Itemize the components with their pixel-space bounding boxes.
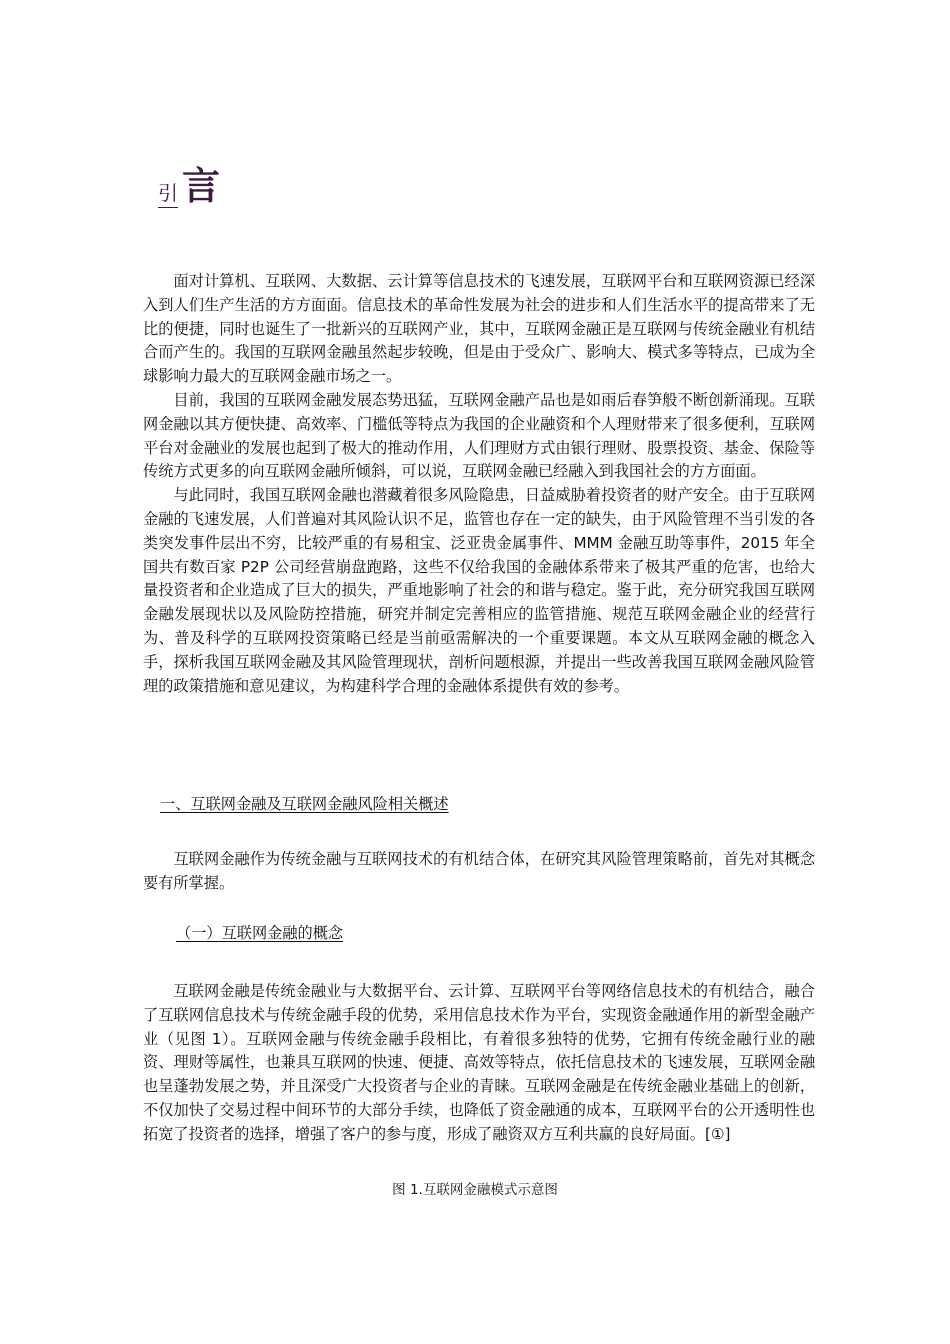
subsection-1-text (143, 980, 815, 1147)
intro-paragraph-1: 面对计算机、互联网、大数据、云计算等信息技术的飞速发展，互联网平台和互联网资源已经深入到人们生产生活的方方面面。信息技术的革命性发展为社会的进步和人们生活水平的提高带来了无比的便捷，同时也诞生了一批新兴的互联网产业，其中，互联网金融正是互联网与传统金融业有机结合而产生的。我国的互联网金融虽然起步较晚，但是由于受众广、影响大、模式多等特点，已成为全球影响力最大的互联网金融市场之一。 (143, 272, 815, 386)
heading-large-char: 言 (182, 164, 221, 208)
subsection-1-title[interactable]: （一）互联网金融的概念 (176, 924, 344, 942)
intro-paragraph-3: 与此同时，我国互联网金融也潜藏着很多风险隐患，日益威胁着投资者的财产安全。由于互联网金融的飞速发展，人们普遍对其风险认识不足，监管也存在一定的缺失，由于风险管理不当引发的各类突发事件层出不穷，比较严重的有易租宝、泛亚贵金属事件、MMM 金融互助等事件，2015 年全国共有数百家 P2P 公司经营崩盘跑路，这些不仅给我国的金融体系带来了极其严重的危害，也给大量投资者和企业造成了巨大的损失，严重地影响了社会的和谐与稳定。鉴于此，充分研究我国互联网金融发展现状以及风险防控措施，研究并制定完善相应的监管措施、规范互联网金融企业的经营行为、普及科学的互联网投资策略已经是当前亟需解决的一个重要课题。本文从互联网金融的概念入手，探析我国互联网金融及其风险管理现状，剖析问题根源，并提出一些改善我国互联网金融风险管理的政策措施和意见建议，为构建科学合理的金融体系提供有效的参考。 (143, 486, 815, 695)
section-1-title[interactable]: 一、互联网金融及互联网金融风险相关概述 (160, 795, 449, 813)
page-heading (158, 164, 220, 208)
section-1-intro (143, 848, 815, 896)
figure-caption: 图 1.互联网金融模式示意图 (392, 1182, 558, 1198)
intro-text (143, 270, 815, 698)
intro-paragraph-2: 目前，我国的互联网金融发展态势迅猛，互联网金融产品也是如雨后春笋般不断创新涌现。互联网金融以其方便快捷、高效率、门槛低等特点为我国的企业融资和个人理财带来了很多便利，互联网平台对金融业的发展也起到了极大的推动作用，人们理财方式由银行理财、股票投资、基金、保险等传统方式更多的向互联网金融所倾斜，可以说，互联网金融已经融入到我国社会的方方面面。 (143, 390, 815, 481)
subsection-1-paragraph: 互联网金融是传统金融业与大数据平台、云计算、互联网平台等网络信息技术的有机结合，融合了互联网信息技术与传统金融手段的优势，采用信息技术作为平台，实现资金融通作用的新型金融产业（见图 1）。互联网金融与传统金融手段相比，有着很多独特的优势，它拥有传统金融行业的融资、理财等属性，也兼具互联网的快速、便捷、高效等特点，依托信息技术的飞速发展，互联网金融也呈蓬勃发展之势，并且深受广大投资者与企业的青睐。互联网金融是在传统金融业基础上的创新，不仅加快了交易过程中间环节的大部分手续，也降低了资金融通的成本，互联网平台的公开透明性也拓宽了投资者的选择，增强了客户的参与度，形成了融资双方互利共赢的良好局面。[①] (143, 982, 815, 1143)
section-1-intro-paragraph: 互联网金融作为传统金融与互联网技术的有机结合体，在研究其风险管理策略前，首先对其概念要有所掌握。 (143, 850, 815, 892)
heading-small-char: 引 (158, 181, 178, 208)
